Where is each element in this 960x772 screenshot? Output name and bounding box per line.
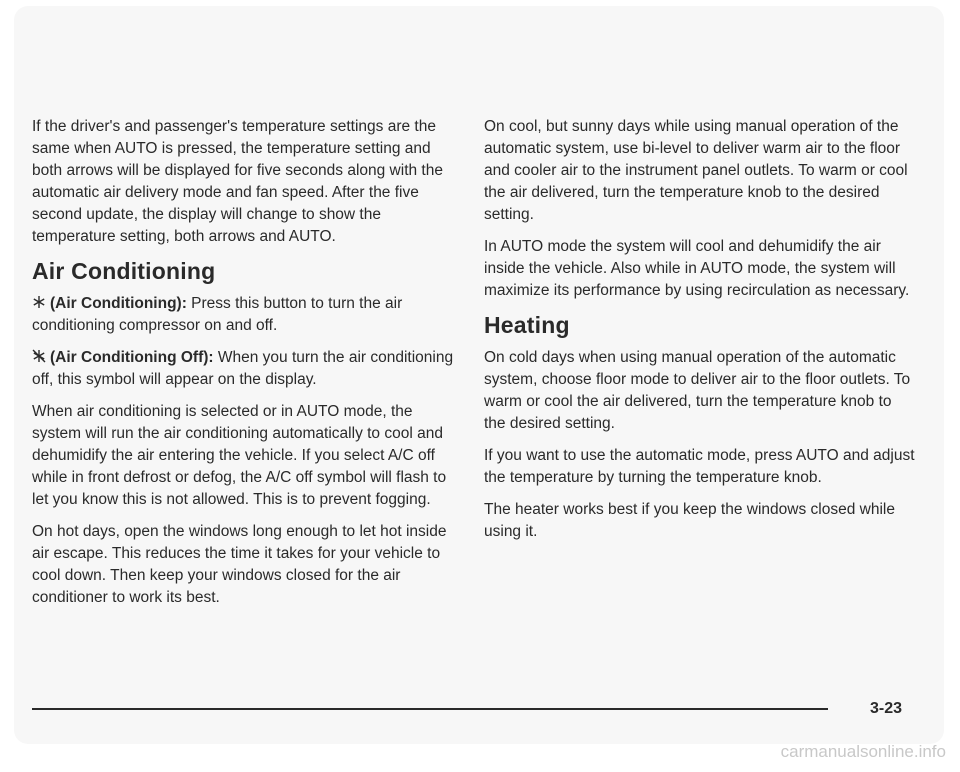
- right-column: [484, 116, 916, 553]
- left-paragraph-3: On hot days, open the windows long enough to let hot inside air escape. This reduces the time it takes for your vehicle to cool down. Then keep your windows closed for the air conditioner to work its best.: [32, 523, 447, 606]
- ac-text: Press this button to turn the air conditioning compressor on and off.: [32, 295, 403, 334]
- right-paragraph-1: On cool, but sunny days while using manual operation of the automatic system, use bi-level to deliver warm air to the floor and cooler air to the instrument panel outlets. To warm or cool the air delivered, turn the temperature knob to the desired setting.: [484, 118, 908, 223]
- ac-term: (Air Conditioning):: [50, 295, 187, 312]
- snowflake-icon: [32, 295, 46, 309]
- right-paragraph-3: On cold days when using manual operation of the automatic system, choose floor mode to deliver air to the floor outlets. To warm or cool the air delivered, turn the temperature knob to the desired setting.: [484, 349, 911, 432]
- right-paragraph-4: If you want to use the automatic mode, press AUTO and adjust the temperature by turning the temperature knob.: [484, 447, 915, 486]
- footer-rule: [32, 708, 828, 710]
- air-conditioning-heading: Air Conditioning: [32, 258, 216, 284]
- left-paragraph-2: When air conditioning is selected or in AUTO mode, the system will run the air conditioning automatically to cool and dehumidify the air entering the vehicle. If you select A/C off while in front defrost or defog, the A/C off symbol will flash to let you know this is not allowed. This is to prevent fogging.: [32, 403, 447, 508]
- left-paragraph-1: If the driver's and passenger's temperature settings are the same when AUTO is pressed, the temperature setting and both arrows will be displayed for five seconds along with the automatic air delivery mode and fan speed. After the five second update, the display will change to show the temperature setting, both arrows and AUTO.: [32, 118, 443, 245]
- snowflake-off-icon: [32, 349, 46, 363]
- heating-heading: Heating: [484, 312, 570, 338]
- ac-off-text: When you turn the air conditioning off, this symbol will appear on the display.: [32, 349, 454, 388]
- right-paragraph-5: The heater works best if you keep the windows closed while using it.: [484, 501, 895, 540]
- ac-off-term: (Air Conditioning Off):: [50, 349, 214, 366]
- page-number: 3-23: [870, 700, 903, 717]
- left-column: [32, 116, 462, 619]
- right-paragraph-2: In AUTO mode the system will cool and dehumidify the air inside the vehicle. Also while in AUTO mode, the system will maximize its performance by using recirculation as necessary.: [484, 238, 910, 299]
- ac-off-description: [32, 347, 462, 391]
- ac-button-description: [32, 293, 462, 337]
- watermark: carmanualsonline.info: [780, 742, 946, 761]
